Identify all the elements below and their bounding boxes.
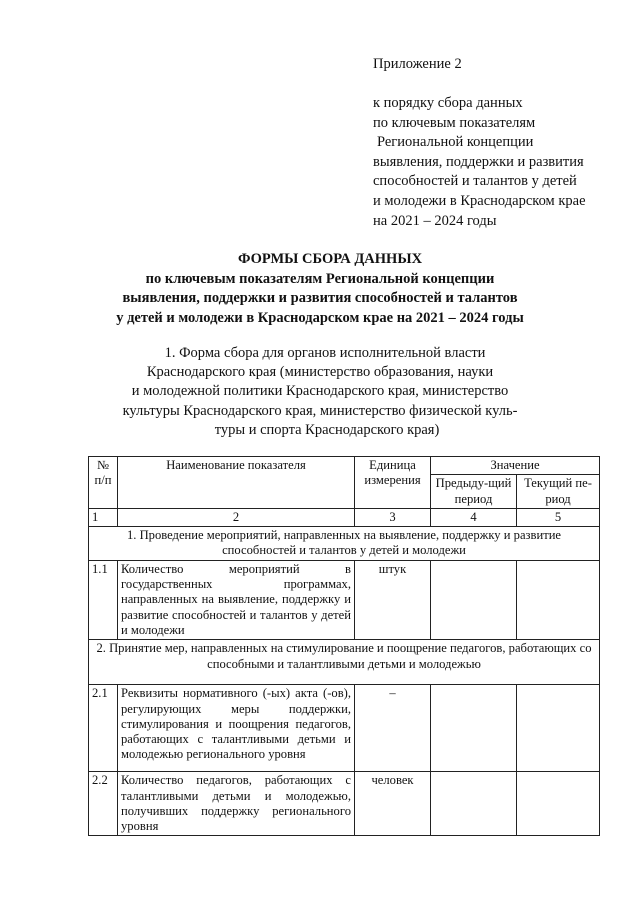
document-title-line: по ключевым показателям Региональной концепции: [145, 270, 495, 287]
appendix-line: к порядку сбора данных: [373, 95, 523, 111]
column-number: 3: [355, 508, 431, 526]
document-title-line: выявления, поддержки и развития способностей и талантов: [122, 290, 518, 307]
form-heading-line: туры и спорта Краснодарского края): [214, 421, 440, 438]
section-title: 1. Проведение мероприятий, направленных на выявление, поддержку и развитие способностей и талантов у детей и молодежи: [89, 527, 600, 561]
header-num: № п/п: [89, 457, 118, 509]
row-current-value[interactable]: [517, 685, 600, 772]
column-number-row: [89, 508, 600, 526]
section-title: 2. Принятие мер, направленных на стимулирование и поощрение педагогов, работающих со способными и талантливыми детьми и молодежью: [89, 640, 600, 685]
column-number: 2: [118, 508, 355, 526]
row-unit: –: [355, 685, 431, 772]
table-row: [89, 560, 600, 639]
table-row: [89, 772, 600, 836]
appendix-line: выявления, поддержки и развития: [373, 153, 584, 170]
form-heading-line: культуры Краснодарского края, министерство физической куль-: [122, 402, 518, 419]
header-value: Значение: [431, 457, 600, 475]
appendix-title: Приложение 2: [373, 56, 462, 72]
form-heading: [0, 344, 640, 440]
form-heading-line: 1. Форма сбора для органов исполнительной власти: [164, 345, 486, 361]
row-num: 2.1: [89, 685, 118, 772]
appendix-line: и молодежи в Краснодарском крае: [373, 192, 586, 209]
appendix-line: Региональной концепции: [377, 134, 534, 151]
document-title-line: у детей и молодежи в Краснодарском крае на 2021 – 2024 годы: [116, 309, 524, 326]
row-name: Реквизиты нормативного (-ых) акта (-ов), регулирующих меры поддержки, стимулирования и поощрения педагогов, работающих с талантливыми детьми и молодежью регионального уровня: [118, 685, 355, 772]
row-current-value[interactable]: [517, 560, 600, 639]
row-current-value[interactable]: [517, 772, 600, 836]
header-current-period: Текущий пе-риод: [517, 475, 600, 509]
table-header-row: [89, 457, 600, 475]
row-prev-value[interactable]: [431, 685, 517, 772]
column-number: 5: [517, 508, 600, 526]
header-unit: Единица измерения: [355, 457, 431, 509]
column-number: 4: [431, 508, 517, 526]
row-unit: штук: [355, 560, 431, 639]
appendix-reference: [373, 94, 586, 231]
appendix-line: по ключевым показателям: [373, 114, 536, 131]
row-num: 1.1: [89, 560, 118, 639]
form-heading-line: и молодежной политики Краснодарского края, министерство: [131, 383, 509, 400]
row-name: Количество мероприятий в государственных программах, направленных на выявление, поддержку и развитие способностей и талантов у детей и молодежи: [118, 560, 355, 639]
column-number: 1: [89, 508, 118, 526]
header-name: Наименование показателя: [118, 457, 355, 509]
section-row: [89, 640, 600, 685]
row-prev-value[interactable]: [431, 772, 517, 836]
row-unit: человек: [355, 772, 431, 836]
row-name: Количество педагогов, работающих с талантливыми детьми и молодежью, получивших поддержку регионального уровня: [118, 772, 355, 836]
form-heading-line: Краснодарского края (министерство образования, науки: [146, 364, 494, 381]
document-title: [0, 250, 640, 328]
appendix-line: на 2021 – 2024 годы: [373, 212, 497, 229]
document-title-line: ФОРМЫ СБОРА ДАННЫХ: [237, 251, 423, 267]
header-prev-period: Предыду-щий период: [431, 475, 517, 509]
section-row: [89, 527, 600, 561]
data-collection-table: [88, 456, 600, 836]
row-prev-value[interactable]: [431, 560, 517, 639]
row-num: 2.2: [89, 772, 118, 836]
table-row: [89, 685, 600, 772]
appendix-line: способностей и талантов у детей: [373, 173, 577, 190]
